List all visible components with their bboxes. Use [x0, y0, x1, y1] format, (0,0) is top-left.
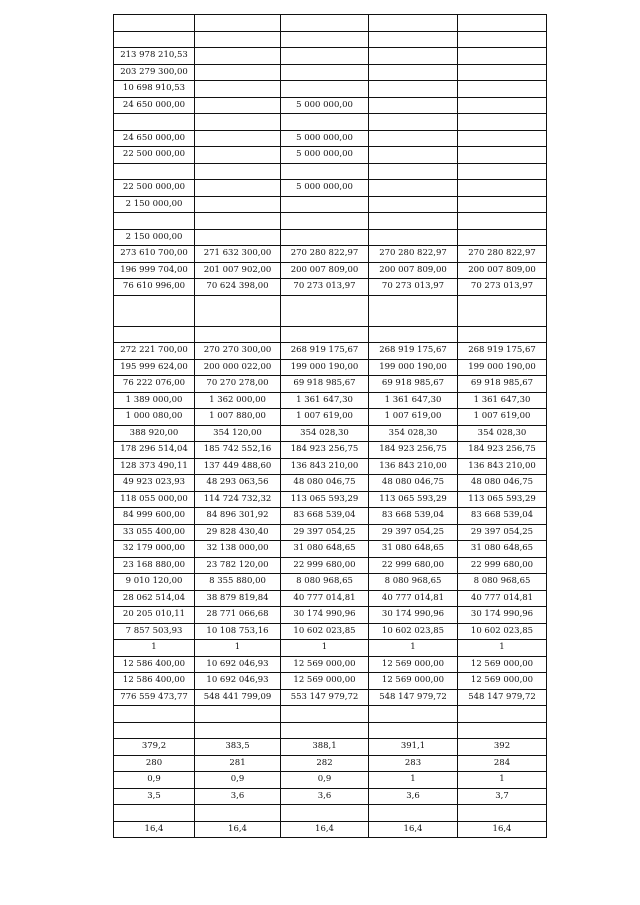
table-cell: 5 000 000,00 [281, 180, 369, 197]
table-cell: 5 000 000,00 [281, 97, 369, 114]
table-cell: 12 569 000,00 [458, 656, 547, 673]
table-cell [369, 163, 458, 180]
table-cell: 76 222 076,00 [114, 376, 195, 393]
table-cell [114, 213, 195, 230]
table-cell: 8 080 968,65 [369, 574, 458, 591]
table-cell: 10 602 023,85 [369, 623, 458, 640]
table-cell: 383,5 [195, 739, 281, 756]
table-cell: 200 007 809,00 [281, 262, 369, 279]
table-cell: 2 150 000,00 [114, 196, 195, 213]
table-cell [458, 196, 547, 213]
table-cell: 268 919 175,67 [281, 343, 369, 360]
table-row [114, 376, 547, 393]
table-cell: 270 280 822,97 [458, 246, 547, 263]
table-cell: 201 007 902,00 [195, 262, 281, 279]
table-cell: 23 168 880,00 [114, 557, 195, 574]
table-cell: 84 896 301,92 [195, 508, 281, 525]
table-cell: 1 [369, 640, 458, 657]
table-cell: 33 055 400,00 [114, 524, 195, 541]
table-cell: 1 [369, 772, 458, 789]
table-cell: 40 777 014,81 [458, 590, 547, 607]
table-cell: 114 724 732,32 [195, 491, 281, 508]
table-cell: 354 028,30 [369, 425, 458, 442]
table-cell: 76 610 996,00 [114, 279, 195, 296]
table-cell: 22 500 000,00 [114, 180, 195, 197]
table-cell: 1 007 619,00 [281, 409, 369, 426]
table-cell: 48 293 063,56 [195, 475, 281, 492]
table-cell: 16,4 [195, 821, 281, 838]
table-cell: 70 270 278,00 [195, 376, 281, 393]
table-cell [195, 81, 281, 98]
table-cell [369, 97, 458, 114]
table-cell: 3,6 [369, 788, 458, 805]
table-cell: 548 147 979,72 [369, 689, 458, 706]
table-cell: 391,1 [369, 739, 458, 756]
table-cell: 12 569 000,00 [458, 673, 547, 690]
table-cell: 83 668 539,04 [369, 508, 458, 525]
table-cell [458, 31, 547, 48]
table-cell [195, 130, 281, 147]
table-cell: 178 296 514,04 [114, 442, 195, 459]
table-cell [281, 15, 369, 32]
table-cell [195, 97, 281, 114]
table-cell [369, 147, 458, 164]
table-cell [114, 295, 195, 326]
table-row [114, 458, 547, 475]
table-row [114, 425, 547, 442]
table-row [114, 114, 547, 131]
table-cell: 136 843 210,00 [369, 458, 458, 475]
table-cell: 284 [458, 755, 547, 772]
table-cell: 48 080 046,75 [281, 475, 369, 492]
table-row [114, 246, 547, 263]
table-cell [281, 326, 369, 343]
table-cell [458, 805, 547, 822]
table-cell: 273 610 700,00 [114, 246, 195, 263]
table-cell: 16,4 [281, 821, 369, 838]
table-cell: 69 918 985,67 [458, 376, 547, 393]
table-cell: 10 692 046,93 [195, 673, 281, 690]
table-cell: 10 602 023,85 [281, 623, 369, 640]
table-cell: 29 397 054,25 [458, 524, 547, 541]
table-cell: 184 923 256,75 [369, 442, 458, 459]
table-cell [114, 114, 195, 131]
table-cell: 272 221 700,00 [114, 343, 195, 360]
table-cell [369, 15, 458, 32]
table-cell [458, 64, 547, 81]
table-row [114, 180, 547, 197]
table-cell [281, 196, 369, 213]
table-cell [195, 326, 281, 343]
table-cell: 31 080 648,65 [458, 541, 547, 558]
table-cell [195, 229, 281, 246]
table-row [114, 623, 547, 640]
table-row [114, 788, 547, 805]
table-row [114, 475, 547, 492]
table-cell: 1 [114, 640, 195, 657]
table-cell: 199 000 190,00 [369, 359, 458, 376]
table-row [114, 722, 547, 739]
table-cell [281, 213, 369, 230]
table-row [114, 295, 547, 326]
table-cell: 22 999 680,00 [458, 557, 547, 574]
table-cell [195, 805, 281, 822]
table-row [114, 607, 547, 624]
table-cell [281, 295, 369, 326]
table-cell: 48 080 046,75 [369, 475, 458, 492]
table-cell: 70 273 013,97 [458, 279, 547, 296]
table-cell [281, 64, 369, 81]
table-cell: 49 923 023,93 [114, 475, 195, 492]
table-cell: 1 007 880,00 [195, 409, 281, 426]
table-cell: 69 918 985,67 [281, 376, 369, 393]
table-row [114, 48, 547, 65]
table-row [114, 755, 547, 772]
table-cell: 113 065 593,29 [369, 491, 458, 508]
table-cell [195, 722, 281, 739]
table-cell: 137 449 488,60 [195, 458, 281, 475]
table-row [114, 491, 547, 508]
table-row [114, 229, 547, 246]
table-cell: 29 397 054,25 [369, 524, 458, 541]
table-cell: 24 650 000,00 [114, 97, 195, 114]
table-cell: 29 828 430,40 [195, 524, 281, 541]
table-row [114, 279, 547, 296]
table-cell: 185 742 552,16 [195, 442, 281, 459]
table-cell [195, 31, 281, 48]
table-cell: 70 273 013,97 [281, 279, 369, 296]
table-cell [369, 81, 458, 98]
table-cell [114, 31, 195, 48]
table-row [114, 31, 547, 48]
table-cell: 0,9 [114, 772, 195, 789]
table-row [114, 541, 547, 558]
table-cell: 22 500 000,00 [114, 147, 195, 164]
table-cell [369, 295, 458, 326]
table-cell: 3,7 [458, 788, 547, 805]
table-row [114, 15, 547, 32]
table-cell: 5 000 000,00 [281, 147, 369, 164]
table-cell: 48 080 046,75 [458, 475, 547, 492]
table-cell: 281 [195, 755, 281, 772]
table-cell [458, 163, 547, 180]
table-cell: 283 [369, 755, 458, 772]
table-row [114, 343, 547, 360]
table-cell [281, 114, 369, 131]
table-cell: 195 999 624,00 [114, 359, 195, 376]
table-cell [369, 805, 458, 822]
table-cell [281, 805, 369, 822]
table-cell: 12 586 400,00 [114, 656, 195, 673]
table-cell: 184 923 256,75 [458, 442, 547, 459]
table-cell: 24 650 000,00 [114, 130, 195, 147]
table-cell: 16,4 [458, 821, 547, 838]
table-cell: 38 879 819,84 [195, 590, 281, 607]
table-row [114, 706, 547, 723]
table-cell: 379,2 [114, 739, 195, 756]
table-cell [281, 163, 369, 180]
table-cell [195, 196, 281, 213]
table-row [114, 689, 547, 706]
table-cell: 28 062 514,04 [114, 590, 195, 607]
table-cell [195, 213, 281, 230]
table-row [114, 392, 547, 409]
table-cell: 40 777 014,81 [281, 590, 369, 607]
table-cell: 30 174 990,96 [281, 607, 369, 624]
table-cell: 1 [281, 640, 369, 657]
table-cell: 113 065 593,29 [458, 491, 547, 508]
table-cell [458, 15, 547, 32]
table-row [114, 359, 547, 376]
table-cell: 31 080 648,65 [281, 541, 369, 558]
table-cell [369, 706, 458, 723]
table-cell [369, 196, 458, 213]
table-cell: 9 010 120,00 [114, 574, 195, 591]
table-cell [458, 48, 547, 65]
table-cell: 136 843 210,00 [458, 458, 547, 475]
table-row [114, 821, 547, 838]
table-cell [114, 163, 195, 180]
table-row [114, 524, 547, 541]
table-cell [195, 114, 281, 131]
table-cell [369, 130, 458, 147]
table-cell: 23 782 120,00 [195, 557, 281, 574]
table-cell: 69 918 985,67 [369, 376, 458, 393]
table-cell: 270 270 300,00 [195, 343, 281, 360]
table-cell [195, 48, 281, 65]
table-cell [281, 706, 369, 723]
table-cell: 12 586 400,00 [114, 673, 195, 690]
table-cell: 196 999 704,00 [114, 262, 195, 279]
table-cell: 70 624 398,00 [195, 279, 281, 296]
table-cell: 22 999 680,00 [369, 557, 458, 574]
table-cell [281, 229, 369, 246]
table-cell: 3,5 [114, 788, 195, 805]
table-cell [114, 805, 195, 822]
table-cell: 203 279 300,00 [114, 64, 195, 81]
table-cell: 10 108 753,16 [195, 623, 281, 640]
table-cell [114, 15, 195, 32]
table-cell: 10 602 023,85 [458, 623, 547, 640]
table-cell: 29 397 054,25 [281, 524, 369, 541]
table-cell [195, 147, 281, 164]
table-cell: 40 777 014,81 [369, 590, 458, 607]
table-cell: 12 569 000,00 [369, 656, 458, 673]
table-cell [369, 48, 458, 65]
table-cell: 271 632 300,00 [195, 246, 281, 263]
table-row [114, 163, 547, 180]
table-row [114, 64, 547, 81]
table-cell: 2 150 000,00 [114, 229, 195, 246]
table-cell: 392 [458, 739, 547, 756]
table-cell [458, 213, 547, 230]
table-cell: 0,9 [195, 772, 281, 789]
table-cell: 354 028,30 [281, 425, 369, 442]
table-cell [195, 64, 281, 81]
table-cell: 282 [281, 755, 369, 772]
table-cell [369, 326, 458, 343]
table-cell: 354 120,00 [195, 425, 281, 442]
table-cell: 268 919 175,67 [458, 343, 547, 360]
table-cell: 388,1 [281, 739, 369, 756]
table-cell: 30 174 990,96 [369, 607, 458, 624]
table-row [114, 772, 547, 789]
table-cell: 1 [458, 640, 547, 657]
table-row [114, 130, 547, 147]
table-cell: 199 000 190,00 [458, 359, 547, 376]
table-cell: 83 668 539,04 [458, 508, 547, 525]
table-cell [195, 163, 281, 180]
table-cell: 268 919 175,67 [369, 343, 458, 360]
table-cell: 8 080 968,65 [458, 574, 547, 591]
table-cell: 548 441 799,09 [195, 689, 281, 706]
table-cell [458, 229, 547, 246]
table-row [114, 262, 547, 279]
table-cell: 1 362 000,00 [195, 392, 281, 409]
table-cell [195, 180, 281, 197]
table-cell: 118 055 000,00 [114, 491, 195, 508]
table-body [114, 15, 547, 838]
table-row [114, 574, 547, 591]
table-cell [114, 326, 195, 343]
table-cell: 270 280 822,97 [281, 246, 369, 263]
table-cell: 553 147 979,72 [281, 689, 369, 706]
table-cell: 280 [114, 755, 195, 772]
table-cell: 3,6 [195, 788, 281, 805]
table-row [114, 97, 547, 114]
table-cell: 776 559 473,77 [114, 689, 195, 706]
table-cell: 184 923 256,75 [281, 442, 369, 459]
table-cell: 84 999 600,00 [114, 508, 195, 525]
table-cell [369, 114, 458, 131]
table-cell: 1 389 000,00 [114, 392, 195, 409]
table-cell: 388 920,00 [114, 425, 195, 442]
table-cell: 70 273 013,97 [369, 279, 458, 296]
table-cell [458, 326, 547, 343]
table-cell [281, 48, 369, 65]
table-cell: 1 [195, 640, 281, 657]
table-cell: 1 361 647,30 [458, 392, 547, 409]
table-cell [458, 722, 547, 739]
table-cell: 32 179 000,00 [114, 541, 195, 558]
table-row [114, 673, 547, 690]
table-cell [369, 180, 458, 197]
table-cell: 10 692 046,93 [195, 656, 281, 673]
table-cell: 8 080 968,65 [281, 574, 369, 591]
table-cell: 213 978 210,53 [114, 48, 195, 65]
table-cell [114, 706, 195, 723]
table-cell: 1 [458, 772, 547, 789]
table-cell [458, 295, 547, 326]
table-cell [369, 31, 458, 48]
table-row [114, 326, 547, 343]
table-cell: 354 028,30 [458, 425, 547, 442]
table-cell [281, 722, 369, 739]
table-row [114, 147, 547, 164]
table-cell [458, 180, 547, 197]
table-cell [114, 722, 195, 739]
table-cell: 5 000 000,00 [281, 130, 369, 147]
table-cell: 30 174 990,96 [458, 607, 547, 624]
table-cell: 12 569 000,00 [281, 673, 369, 690]
table-cell: 3,6 [281, 788, 369, 805]
table-cell: 200 007 809,00 [369, 262, 458, 279]
table-row [114, 640, 547, 657]
table-cell: 16,4 [114, 821, 195, 838]
table-cell [369, 229, 458, 246]
table-cell [195, 15, 281, 32]
table-cell [369, 64, 458, 81]
table-cell: 7 857 503,93 [114, 623, 195, 640]
table-cell [458, 147, 547, 164]
table-cell: 1 007 619,00 [458, 409, 547, 426]
table-cell [369, 722, 458, 739]
table-cell: 1 361 647,30 [281, 392, 369, 409]
table-cell: 0,9 [281, 772, 369, 789]
data-table [113, 14, 547, 838]
table-cell: 28 771 066,68 [195, 607, 281, 624]
table-row [114, 508, 547, 525]
table-cell: 128 373 490,11 [114, 458, 195, 475]
table-row [114, 557, 547, 574]
table-cell [195, 706, 281, 723]
table-cell [369, 213, 458, 230]
table-cell: 548 147 979,72 [458, 689, 547, 706]
table-cell [458, 97, 547, 114]
table-cell: 12 569 000,00 [369, 673, 458, 690]
table-cell: 200 000 022,00 [195, 359, 281, 376]
table-cell: 20 205 010,11 [114, 607, 195, 624]
table-row [114, 739, 547, 756]
table-cell: 1 000 080,00 [114, 409, 195, 426]
table-cell: 32 138 000,00 [195, 541, 281, 558]
table-row [114, 196, 547, 213]
table-cell [458, 130, 547, 147]
table-row [114, 213, 547, 230]
table-cell: 199 000 190,00 [281, 359, 369, 376]
table-cell [195, 295, 281, 326]
table-cell: 12 569 000,00 [281, 656, 369, 673]
table-cell [281, 31, 369, 48]
table-row [114, 442, 547, 459]
table-row [114, 81, 547, 98]
table-cell: 200 007 809,00 [458, 262, 547, 279]
table-cell: 113 065 593,29 [281, 491, 369, 508]
table-cell: 270 280 822,97 [369, 246, 458, 263]
table-cell: 136 843 210,00 [281, 458, 369, 475]
table-row [114, 805, 547, 822]
table-row [114, 409, 547, 426]
table-cell [458, 706, 547, 723]
table-cell: 1 361 647,30 [369, 392, 458, 409]
table-cell: 83 668 539,04 [281, 508, 369, 525]
table-cell: 1 007 619,00 [369, 409, 458, 426]
table-row [114, 590, 547, 607]
table-cell: 16,4 [369, 821, 458, 838]
table-cell [458, 114, 547, 131]
table-cell [281, 81, 369, 98]
table-row [114, 656, 547, 673]
table-cell: 31 080 648,65 [369, 541, 458, 558]
table-cell [458, 81, 547, 98]
table-cell: 8 355 880,00 [195, 574, 281, 591]
table-cell: 22 999 680,00 [281, 557, 369, 574]
table-cell: 10 698 910,53 [114, 81, 195, 98]
